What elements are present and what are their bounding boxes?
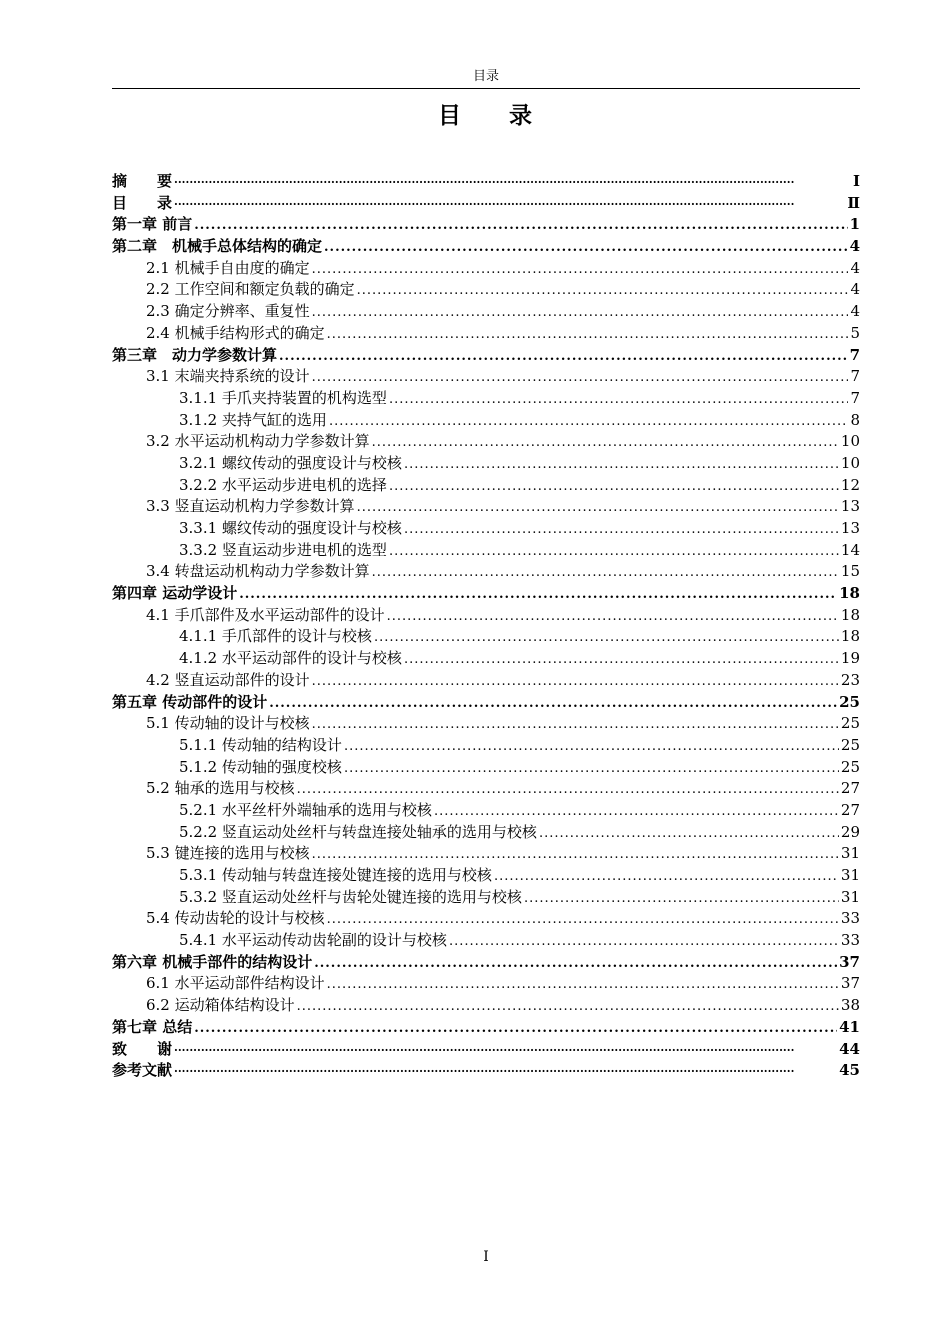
toc-entry-title: 2.2 工作空间和额定负载的确定 [146,280,355,299]
toc-entry-page: 4 [850,258,860,277]
toc-entry[interactable] [112,301,860,323]
toc-entry-title: 3.3 竖直运动机构力学参数计算 [146,497,355,516]
toc-entry[interactable] [112,453,860,475]
toc-dot-leader [387,606,839,627]
toc-dot-leader [312,367,849,388]
running-header: 目录 [472,69,499,84]
toc-dot-leader [312,302,849,323]
toc-entry-page: 33 [840,931,860,950]
toc-entry-page: 19 [840,649,860,668]
toc-entry-title: 4.1.2 水平运动部件的设计与校核 [179,649,402,668]
toc-entry-title: 3.2 水平运动机构动力学参数计算 [146,432,370,451]
toc-entry[interactable] [112,908,860,930]
toc-entry-page: 31 [840,887,860,906]
toc-entry-title: 参考文献 [112,1061,173,1080]
toc-entry-page: 4 [849,237,860,256]
toc-entry-page: 31 [840,866,860,884]
toc-entry-page: 44 [839,1039,860,1058]
toc-entry-page: 13 [840,519,860,537]
toc-entry[interactable] [112,843,860,865]
toc-entry-page: 12 [840,475,860,494]
toc-entry[interactable] [112,583,860,605]
toc-entry-page: Ⅱ [847,193,860,212]
toc-entry[interactable] [112,214,860,236]
toc-entry-title: 3.1.1 手爪夹持装置的机构选型 [179,388,387,407]
toc-entry[interactable] [112,648,860,670]
toc-entry[interactable] [112,778,860,800]
toc-dot-leader [324,237,848,258]
toc-entry[interactable] [112,431,860,453]
toc-dot-leader [344,736,839,757]
toc-entry-page: 29 [840,822,860,841]
toc-entry-page: 4 [850,280,860,299]
toc-entry-title: 5.2.2 竖直运动处丝杆与转盘连接处轴承的选用与校核 [179,822,537,841]
toc-entry-page: 41 [839,1017,860,1036]
toc-entry-title: 第七章 总结 [112,1017,193,1036]
toc-entry-page: 45 [839,1061,860,1080]
table-of-contents [112,171,860,1082]
toc-entry-page: 13 [840,497,860,516]
page-title [112,100,860,132]
toc-dot-leader [404,519,839,540]
toc-entry-title: 2.3 确定分辨率、重复性 [146,302,310,321]
toc-entry[interactable] [112,713,860,735]
toc-entry-page: 37 [840,974,860,993]
toc-entry-title: 摘 要 [112,172,173,190]
toc-entry-page: 18 [840,627,860,646]
toc-entry[interactable] [112,345,860,367]
toc-entry-title: 3.1 末端夹持系统的设计 [146,367,310,386]
toc-entry-title: 第二章 机械手总体结构的确定 [112,237,323,256]
toc-entry-title: 6.2 运动箱体结构设计 [146,996,295,1015]
toc-dot-leader [297,779,839,800]
toc-entry-title: 3.2.2 水平运动步进电机的选择 [179,475,387,494]
toc-entry[interactable] [112,496,860,518]
toc-entry[interactable] [112,605,860,627]
toc-entry-page: 33 [840,909,860,928]
toc-dot-leader [344,758,839,779]
toc-entry-title: 3.1.2 夹持气缸的选用 [179,410,327,429]
toc-entry-page: 25 [840,735,860,754]
toc-entry-title: 5.3.1 传动轴与转盘连接处键连接的选用与校核 [179,866,492,884]
toc-entry[interactable] [112,279,860,301]
page-number: I [483,1249,489,1265]
toc-entry-page: 18 [840,605,860,624]
toc-entry-page: 38 [840,996,860,1015]
toc-dot-leader [434,801,839,822]
toc-entry-title: 致 谢 [112,1039,173,1058]
toc-entry-title: 目 录 [112,193,173,212]
toc-entry-page: 4 [850,302,860,321]
toc-entry[interactable] [112,1060,860,1082]
toc-dot-leader [327,974,839,995]
header-rule [112,88,860,89]
toc-entry[interactable] [112,366,860,388]
toc-entry[interactable] [112,475,860,497]
toc-entry[interactable] [112,930,860,952]
toc-entry-title: 2.4 机械手结构形式的确定 [146,323,325,342]
toc-dot-leader [539,823,839,844]
toc-entry-page: 7 [849,345,860,364]
toc-dot-leader [404,454,839,475]
toc-entry[interactable] [112,757,860,779]
toc-entry-page: 27 [840,779,860,798]
toc-entry[interactable] [112,692,860,714]
toc-entry[interactable] [112,995,860,1017]
toc-entry-title: 5.4 传动齿轮的设计与校核 [146,909,325,928]
toc-dot-leader [372,432,839,453]
toc-dot-leader [312,671,839,692]
toc-entry-page: 18 [839,584,860,603]
toc-dot-leader [329,411,849,432]
toc-dot-leader [314,953,837,974]
toc-entry-title: 3.3.2 竖直运动步进电机的选型 [179,540,387,559]
toc-entry-page: 25 [840,757,860,776]
toc-entry[interactable] [112,822,860,844]
toc-entry-title: 5.3.2 竖直运动处丝杆与齿轮处键连接的选用与校核 [179,887,522,906]
toc-dot-leader [327,324,849,345]
toc-entry[interactable] [112,973,860,995]
toc-entry-page: 7 [850,367,860,386]
toc-entry-title: 4.1.1 手爪部件的设计与校核 [179,627,372,646]
toc-entry-title: 第六章 机械手部件的结构设计 [112,952,313,971]
toc-entry-title: 3.4 转盘运动机构动力学参数计算 [146,562,370,581]
toc-entry-title: 5.1 传动轴的设计与校核 [146,714,310,733]
toc-dot-leader [524,888,839,909]
toc-entry-title: 4.2 竖直运动部件的设计 [146,670,310,689]
toc-entry[interactable] [112,518,860,540]
toc-entry[interactable] [112,735,860,757]
toc-entry-page: 23 [840,670,860,689]
toc-entry[interactable] [112,410,860,432]
toc-entry-title: 2.1 机械手自由度的确定 [146,258,310,277]
toc-entry-page: 25 [840,714,860,733]
toc-entry-page: 10 [840,453,860,472]
toc-dot-leader [372,562,839,583]
toc-dot-leader [312,714,839,735]
toc-entry-page: 8 [850,410,860,429]
toc-entry[interactable] [112,171,860,193]
toc-entry[interactable] [112,193,860,215]
page-title-left: 目 [438,102,463,129]
toc-dot-leader [279,346,848,367]
toc-entry-title: 第一章 前言 [112,215,193,234]
toc-dot-leader [174,172,851,193]
toc-entry[interactable] [112,323,860,345]
toc-dot-leader [174,194,845,215]
toc-dot-leader [194,215,847,236]
toc-entry-page: 37 [839,952,860,971]
toc-entry-page: 15 [840,562,860,581]
toc-dot-leader [389,389,849,410]
toc-dot-leader [389,476,839,497]
toc-dot-leader [327,909,839,930]
toc-entry-title: 5.3 键连接的选用与校核 [146,844,310,863]
toc-entry-page: 25 [839,692,860,711]
toc-entry[interactable] [112,865,860,887]
toc-dot-leader [174,1040,837,1061]
toc-entry-title: 5.1.1 传动轴的结构设计 [179,735,342,754]
toc-dot-leader [374,627,839,648]
toc-dot-leader [312,259,849,280]
toc-dot-leader [297,996,839,1017]
toc-dot-leader [194,1018,837,1039]
toc-entry-title: 第四章 运动学设计 [112,584,238,603]
toc-dot-leader [239,584,837,605]
toc-entry-title: 4.1 手爪部件及水平运动部件的设计 [146,605,385,624]
toc-entry-title: 5.2 轴承的选用与校核 [146,779,295,798]
toc-entry-page: 27 [840,800,860,819]
toc-entry-page: 1 [849,215,860,234]
toc-entry-title: 3.2.1 螺纹传动的强度设计与校核 [179,453,402,472]
toc-dot-leader [357,497,839,518]
toc-entry[interactable] [112,670,860,692]
toc-entry-title: 6.1 水平运动部件结构设计 [146,974,325,993]
toc-entry-page: Ⅰ [852,172,860,190]
toc-entry-page: 31 [840,844,860,863]
toc-entry-title: 5.2.1 水平丝杆外端轴承的选用与校核 [179,800,432,819]
toc-entry[interactable] [112,561,860,583]
toc-entry[interactable] [112,236,860,258]
toc-entry[interactable] [112,1017,860,1039]
toc-entry[interactable] [112,800,860,822]
toc-entry[interactable] [112,388,860,410]
toc-entry[interactable] [112,540,860,562]
toc-dot-leader [357,280,849,301]
toc-entry-title: 3.3.1 螺纹传动的强度设计与校核 [179,519,402,537]
toc-entry-title: 5.4.1 水平运动传动齿轮副的设计与校核 [179,931,447,950]
toc-entry[interactable] [112,1039,860,1061]
toc-entry[interactable] [112,952,860,974]
toc-entry-title: 5.1.2 传动轴的强度校核 [179,757,342,776]
toc-entry[interactable] [112,626,860,648]
toc-entry[interactable] [112,887,860,909]
toc-entry-page: 10 [840,432,860,451]
toc-entry-page: 14 [840,540,860,559]
toc-entry-page: 5 [850,323,860,342]
toc-dot-leader [174,1061,837,1082]
toc-dot-leader [269,693,837,714]
toc-dot-leader [312,844,839,865]
toc-dot-leader [494,866,839,887]
toc-dot-leader [389,541,839,562]
toc-entry[interactable] [112,258,860,280]
toc-entry-title: 第三章 动力学参数计算 [112,345,278,364]
toc-entry-title: 第五章 传动部件的设计 [112,692,268,711]
toc-entry-page: 7 [850,388,860,407]
toc-dot-leader [449,931,839,952]
page-title-right: 录 [509,102,534,129]
toc-dot-leader [404,649,839,670]
